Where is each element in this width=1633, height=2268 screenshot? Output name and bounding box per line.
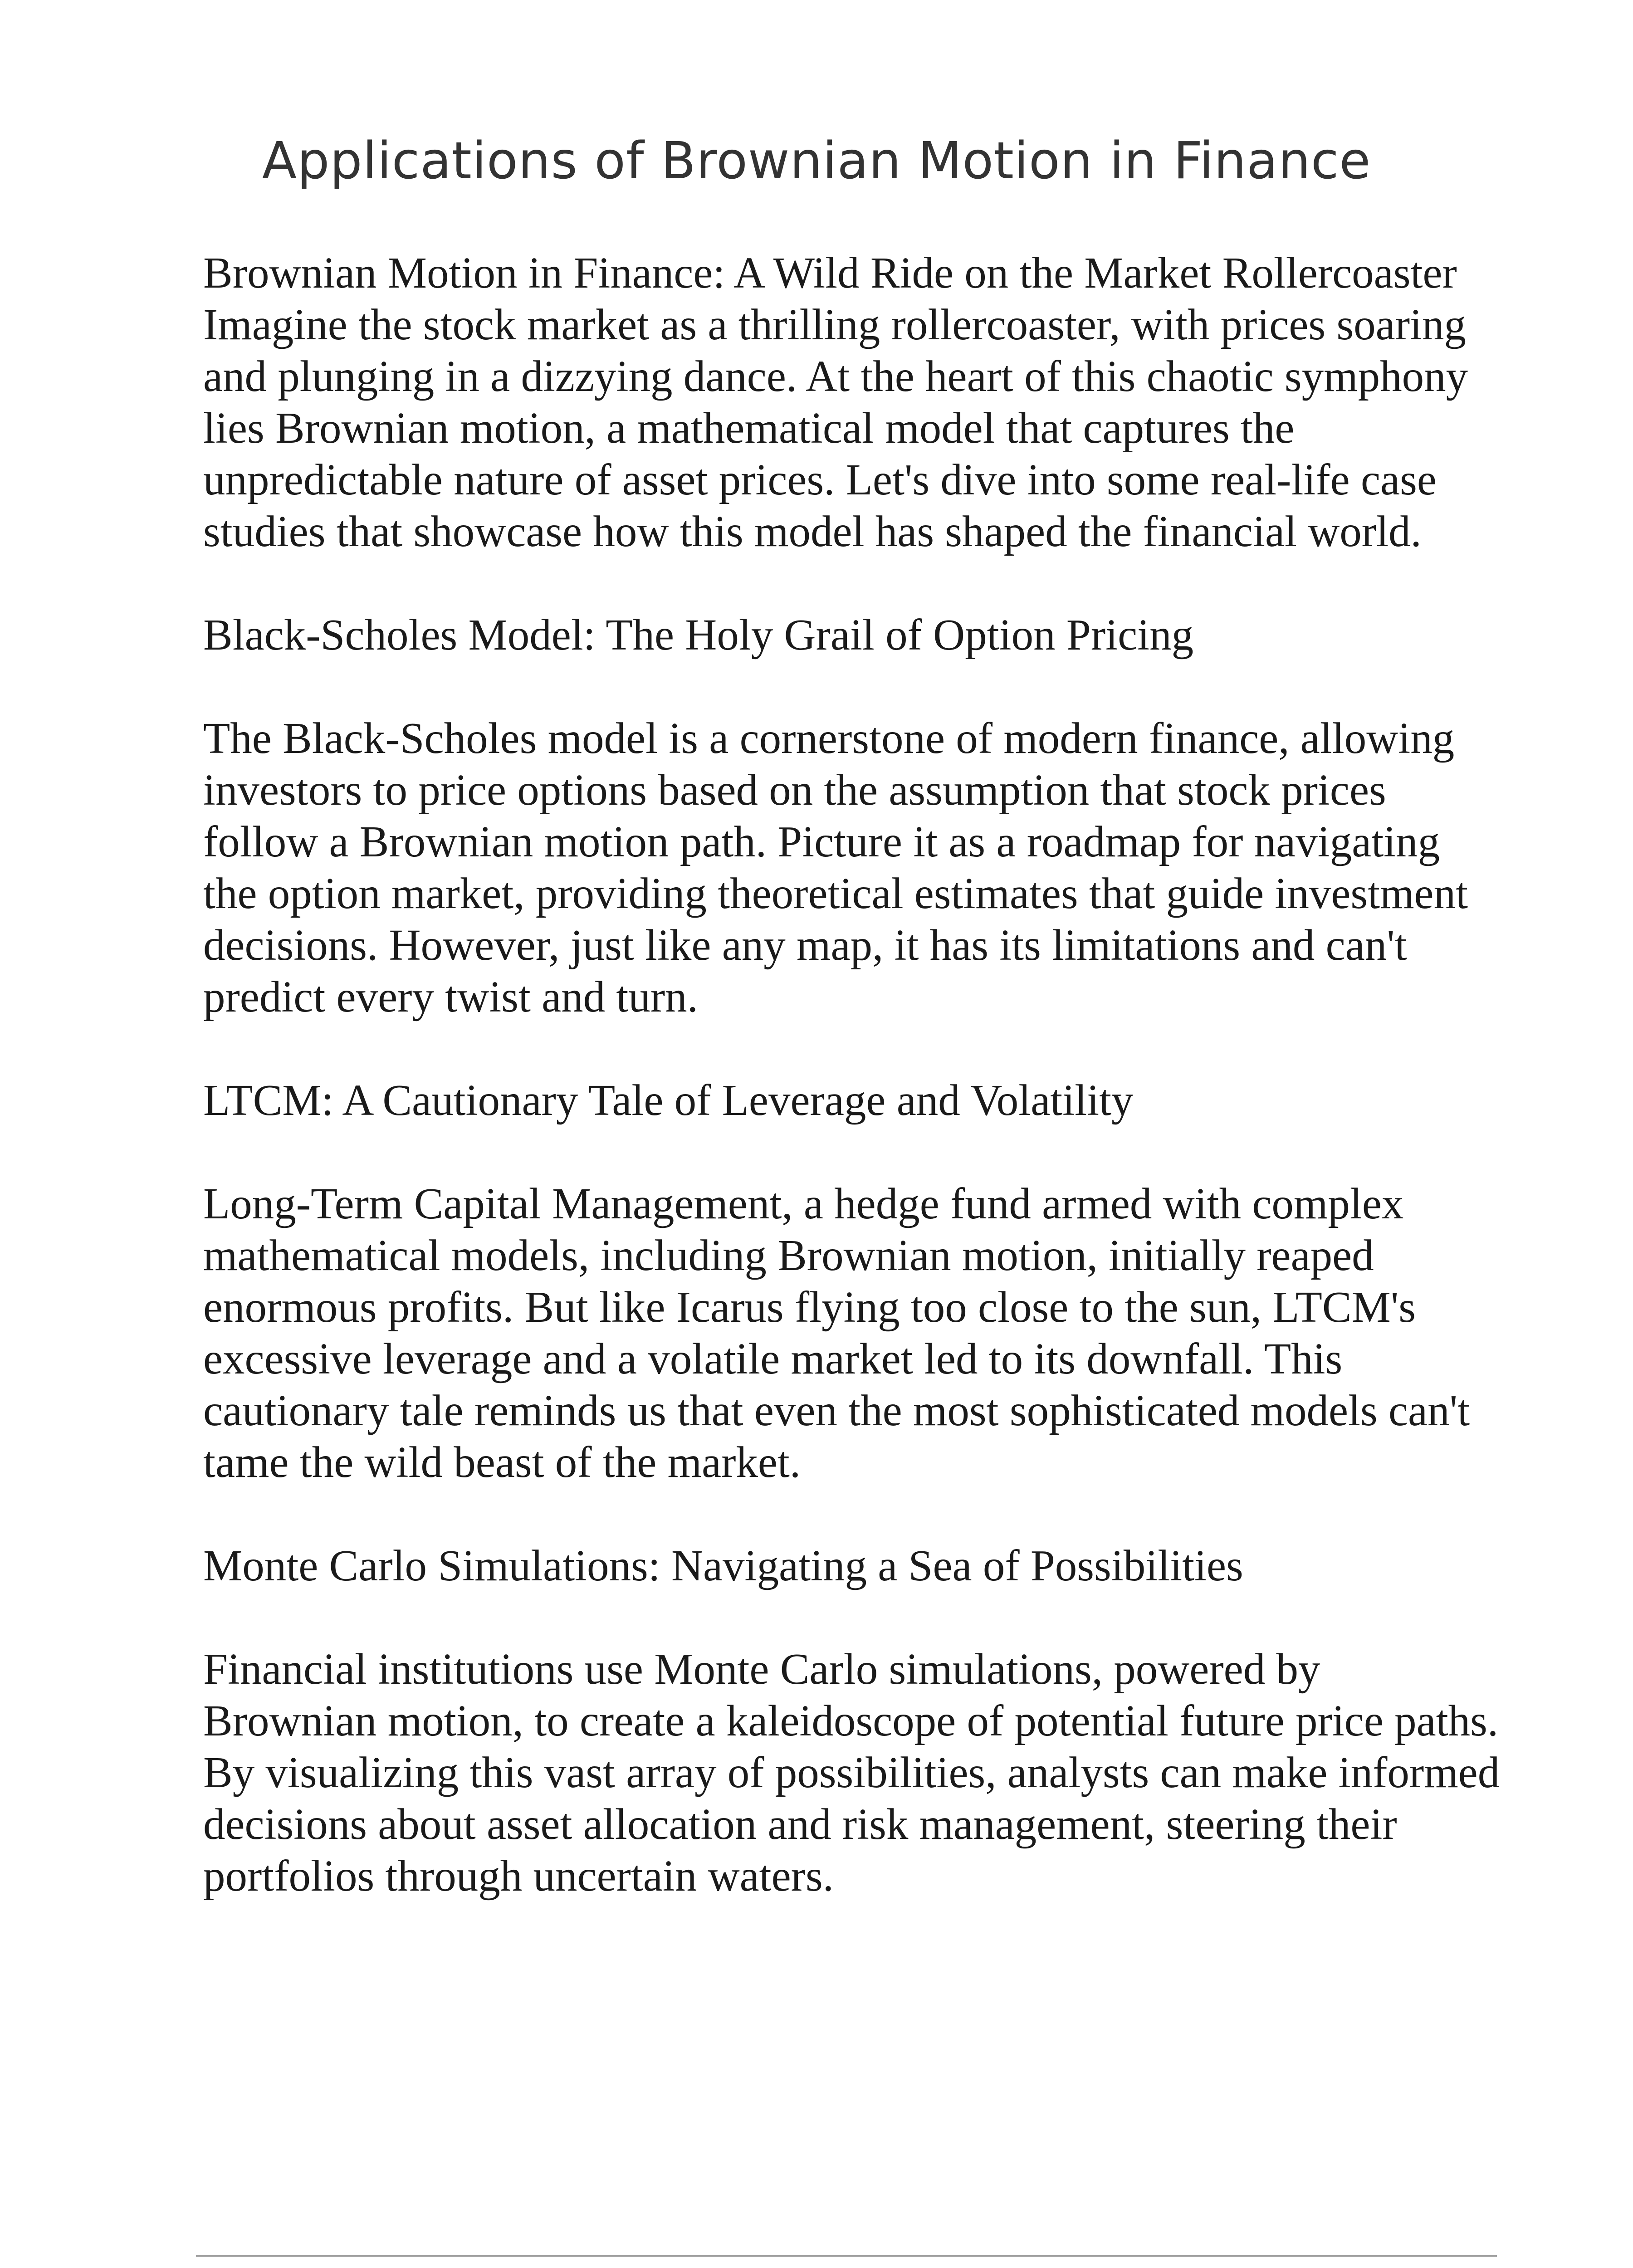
paragraph-gap [203,1488,1501,1540]
section-heading-ltcm: LTCM: A Cautionary Tale of Leverage and Volatility [203,1076,1134,1124]
page-title: Applications of Brownian Motion in Finance [262,132,1371,191]
page-content [203,247,1501,1902]
section-heading-monte-carlo: Monte Carlo Simulations: Navigating a Sea of Possibilities [203,1541,1243,1590]
footer-divider [196,2255,1497,2257]
section-body-monte-carlo: Financial institutions use Monte Carlo simulations, powered by Brownian motion, to create a kaleidoscope of potential future price paths. By visualizing this vast array of possibilities, analysts can make informed decisions about asset allocation and risk management, steering their portfolios through uncertain waters. [203,1645,1500,1900]
paragraph-gap [203,661,1501,713]
section-body-black-scholes: The Black-Scholes model is a cornerstone of modern finance, allowing investors to price options based on the assumption that stock prices follow a Brownian motion path. Picture it as a roadmap for navigating the option market, providing theoretical estimates that guide investment decisions. However, just like any map, it has its limitations and can't predict every twist and turn. [203,714,1468,1021]
paragraph-gap [203,1126,1501,1178]
paragraph-gap [203,1023,1501,1075]
paragraph-gap [203,557,1501,609]
section-heading-black-scholes: Black-Scholes Model: The Holy Grail of Option Pricing [203,611,1194,659]
intro-heading: Brownian Motion in Finance: A Wild Ride on the Market Rollercoaster [203,249,1457,297]
paragraph-gap [203,1592,1501,1643]
intro-paragraph: Imagine the stock market as a thrilling rollercoaster, with prices soaring and plunging in a dizzying dance. At the heart of this chaotic symphony lies Brownian motion, a mathematical model that captures the unpredictable nature of asset prices. Let's dive into some real-life case studies that showcase how this model has shaped the financial world. [203,300,1468,556]
section-body-ltcm: Long-Term Capital Management, a hedge fund armed with complex mathematical models, including Brownian motion, initially reaped enormous profits. But like Icarus flying too close to the sun, LTCM's excessive leverage and a volatile market led to its downfall. This cautionary tale reminds us that even the most sophisticated models can't tame the wild beast of the market. [203,1179,1470,1486]
